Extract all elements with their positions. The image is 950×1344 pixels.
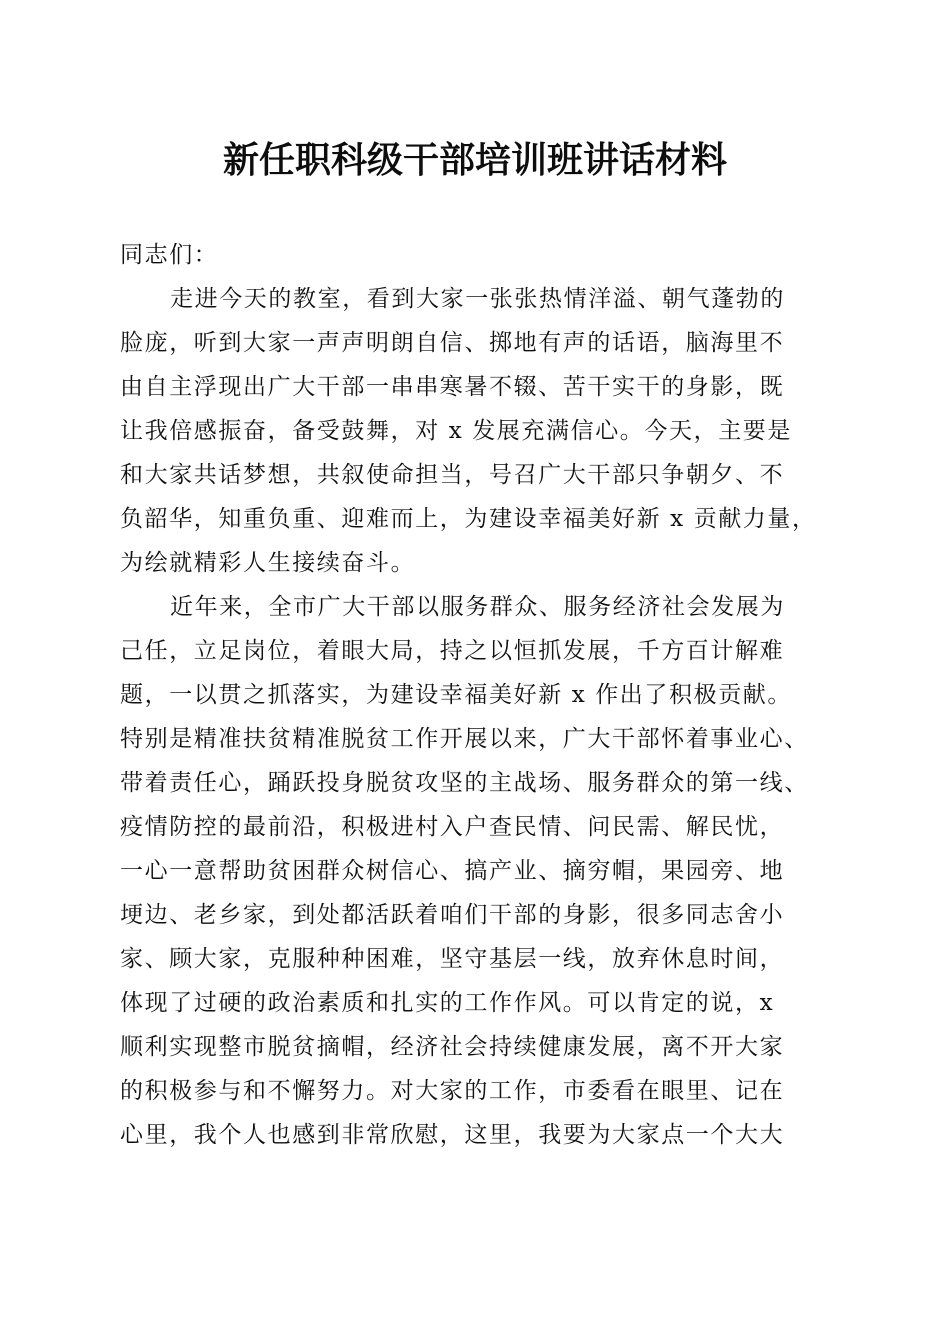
text-line: 走进今天的教室，看到大家一张张热情洋溢、朝气蓬勃的 xyxy=(170,286,785,312)
text-line: 埂边、老乡家，到处都活跃着咱们干部的身影，很多同志舍小 xyxy=(120,902,785,928)
text-line: 心里，我个人也感到非常欣慰，这里，我要为大家点一个大大 xyxy=(120,1122,785,1148)
text-line: 脸庞，听到大家一声声明朗自信、掷地有声的话语，脑海里不 xyxy=(120,330,785,356)
document-body xyxy=(120,233,840,1157)
text-line: 顺利实现整市脱贫摘帽，经济社会持续健康发展，离不开大家 xyxy=(120,1034,785,1060)
text-line: 让我倍感振奋，备受鼓舞，对 x 发展充满信心。今天，主要是 xyxy=(120,418,792,444)
paragraph-lines xyxy=(120,277,840,1157)
text-line: 特别是精准扶贫精准脱贫工作开展以来，广大干部怀着事业心、 xyxy=(120,726,809,752)
document-title: 新任职科级干部培训班讲话材料 xyxy=(222,139,727,181)
text-line: 负韶华，知重负重、迎难而上，为建设幸福美好新 x 贡献力量， xyxy=(120,506,817,532)
salutation: 同志们： xyxy=(120,242,219,268)
text-line: 为绘就精彩人生接续奋斗。 xyxy=(120,550,416,576)
text-line: 一心一意帮助贫困群众树信心、搞产业、摘穷帽，果园旁、地 xyxy=(120,858,785,884)
text-line: 体现了过硬的政治素质和扎实的工作作风。可以肯定的说，x xyxy=(120,990,775,1016)
text-line: 带着责任心，踊跃投身脱贫攻坚的主战场、服务群众的第一线、 xyxy=(120,770,809,796)
text-line: 家、顾大家，克服种种困难，坚守基层一线，放弃休息时间， xyxy=(120,946,785,972)
text-line: 和大家共话梦想，共叙使命担当，号召广大干部只争朝夕、不 xyxy=(120,462,785,488)
text-line: 的积极参与和不懈努力。对大家的工作，市委看在眼里、记在 xyxy=(120,1078,785,1104)
text-line: 题，一以贯之抓落实，为建设幸福美好新 x 作出了积极贡献。 xyxy=(120,682,792,708)
text-line: 由自主浮现出广大干部一串串寒暑不辍、苦干实干的身影，既 xyxy=(120,374,785,400)
text-line: 疫情防控的最前沿，积极进村入户查民情、问民需、解民忧， xyxy=(120,814,785,840)
text-line: 近年来，全市广大干部以服务群众、服务经济社会发展为 xyxy=(170,594,785,620)
text-line: 己任，立足岗位，着眼大局，持之以恒抓发展，千方百计解难 xyxy=(120,638,785,664)
